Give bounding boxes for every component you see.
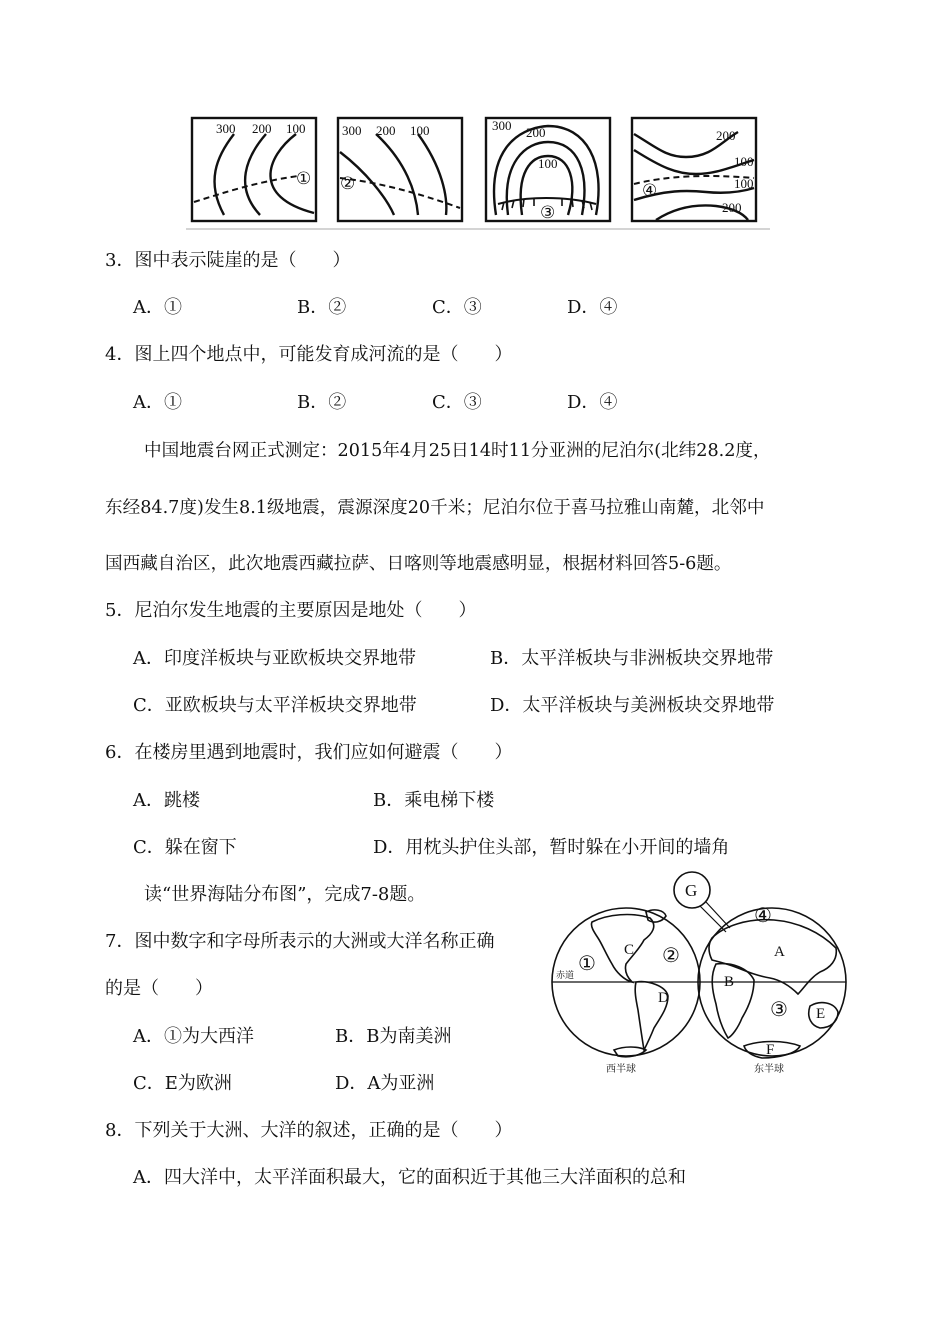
q3-option-b[interactable]: B．② bbox=[297, 297, 347, 318]
contour-label: 100 bbox=[734, 176, 754, 191]
contour-label: 200 bbox=[252, 121, 272, 136]
contour-label: 300 bbox=[342, 123, 362, 138]
contour-line bbox=[376, 134, 418, 215]
contour-label: 100 bbox=[734, 154, 754, 169]
contour-line bbox=[418, 134, 446, 215]
q6-option-a[interactable]: A．跳楼 bbox=[133, 790, 200, 811]
q4-option-d[interactable]: D．④ bbox=[567, 392, 618, 413]
q3-option-a[interactable]: A．① bbox=[133, 297, 182, 318]
point-marker: ③ bbox=[540, 203, 556, 222]
q3-option-d[interactable]: D．④ bbox=[567, 297, 618, 318]
q5-option-c[interactable]: C．亚欧板块与太平洋板块交界地带 bbox=[133, 695, 417, 716]
q4-option-a[interactable]: A．① bbox=[133, 392, 182, 413]
label-e: E bbox=[816, 1006, 826, 1022]
question-3-stem: 3．图中表示陡崖的是（ ） bbox=[105, 250, 351, 271]
contour-line bbox=[215, 134, 234, 215]
label-1: ① bbox=[578, 953, 596, 975]
q5-option-b[interactable]: B．太平洋板块与非洲板块交界地带 bbox=[490, 648, 774, 669]
question-7-stem-line-1: 7．图中数字和字母所表示的大洲或大洋名称正确 bbox=[105, 931, 495, 952]
contour-label: 300 bbox=[216, 121, 236, 136]
q6-option-d[interactable]: D．用枕头护住头部，暂时躲在小开间的墙角 bbox=[373, 837, 730, 858]
equator-label: 赤道 bbox=[556, 970, 575, 980]
q5-option-a[interactable]: A．印度洋板块与亚欧板块交界地带 bbox=[133, 648, 416, 669]
passage-line-1: 中国地震台网正式测定：2015年4月25日14时11分亚洲的尼泊尔(北纬28.2度， bbox=[144, 441, 771, 461]
q7-option-c[interactable]: C．E为欧洲 bbox=[133, 1073, 232, 1094]
q4-option-b[interactable]: B．② bbox=[297, 392, 347, 413]
north-america-outline bbox=[591, 915, 653, 982]
label-b: B bbox=[724, 974, 735, 990]
east-hemisphere-label: 东半球 bbox=[754, 1064, 784, 1075]
q8-option-a[interactable]: A．四大洋中，太平洋面积最大，它的面积近于其他三大洋面积的总和 bbox=[133, 1167, 686, 1188]
label-a: A bbox=[774, 944, 785, 960]
point-marker: ① bbox=[296, 169, 312, 188]
q6-option-b[interactable]: B．乘电梯下楼 bbox=[373, 790, 495, 811]
label-4: ④ bbox=[754, 905, 772, 927]
contour-label: 200 bbox=[526, 125, 546, 140]
passage-line-2: 东经84.7度)发生8.1级地震，震源深度20千米；尼泊尔位于喜马拉雅山南麓，北邻中 bbox=[105, 498, 765, 518]
contour-label: 100 bbox=[538, 156, 558, 171]
label-2: ② bbox=[662, 945, 680, 967]
contour-label: 200 bbox=[716, 128, 736, 143]
question-4-stem: 4．图上四个地点中，可能发育成河流的是（ ） bbox=[105, 344, 513, 365]
label-c: C bbox=[624, 942, 635, 958]
contour-figure bbox=[186, 112, 770, 234]
contour-label: 100 bbox=[410, 123, 430, 138]
question-5-stem: 5．尼泊尔发生地震的主要原因是地处（ ） bbox=[105, 600, 477, 621]
q4-option-c[interactable]: C．③ bbox=[432, 392, 482, 413]
q7-option-d[interactable]: D．A为亚洲 bbox=[335, 1073, 435, 1094]
contour-label: 200 bbox=[722, 200, 742, 215]
world-map bbox=[548, 868, 850, 1084]
contour-label: 100 bbox=[286, 121, 306, 136]
question-7-stem-line-2: 的是（ ） bbox=[105, 978, 213, 999]
passage-line-3: 国西藏自治区，此次地震西藏拉萨、日喀则等地震感明显，根据材料回答5-6题。 bbox=[105, 554, 732, 574]
point-marker: ④ bbox=[642, 181, 658, 200]
question-6-stem: 6．在楼房里遇到地震时，我们应如何避震（ ） bbox=[105, 742, 513, 763]
contour-label: 300 bbox=[492, 118, 512, 133]
q3-option-c[interactable]: C．③ bbox=[432, 297, 482, 318]
q6-option-c[interactable]: C．躲在窗下 bbox=[133, 837, 237, 858]
point-marker: ② bbox=[340, 174, 356, 193]
q7-option-b[interactable]: B．B为南美洲 bbox=[335, 1026, 452, 1047]
q7-option-a[interactable]: A．①为大西洋 bbox=[133, 1026, 254, 1047]
intro-7-8: 读“世界海陆分布图”，完成7-8题。 bbox=[144, 884, 426, 905]
q5-option-d[interactable]: D．太平洋板块与美洲板块交界地带 bbox=[490, 695, 775, 716]
west-hemisphere-label: 西半球 bbox=[606, 1064, 636, 1075]
contour-label: 200 bbox=[376, 123, 396, 138]
label-d: D bbox=[658, 990, 669, 1006]
label-3: ③ bbox=[770, 999, 788, 1021]
question-8-stem: 8．下列关于大洲、大洋的叙述，正确的是（ ） bbox=[105, 1120, 513, 1141]
label-f: F bbox=[766, 1042, 775, 1058]
label-g: G bbox=[685, 881, 698, 900]
contour-line bbox=[245, 134, 266, 215]
